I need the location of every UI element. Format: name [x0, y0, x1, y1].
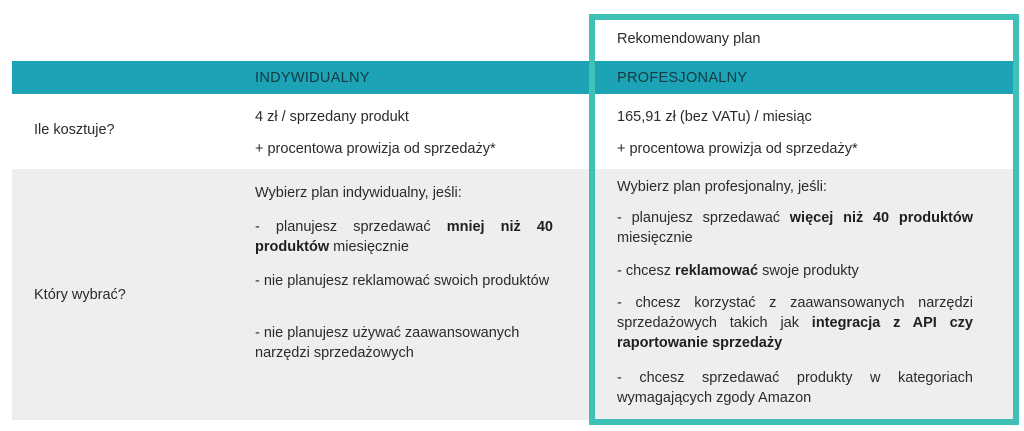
professional-criterion-1-pre: - planujesz sprzedawać — [617, 210, 790, 226]
recommended-plan-label: Rekomendowany plan — [617, 31, 761, 47]
individual-criterion-3: - nie planujesz używać zaawansowanych narzędzi sprzedażowych — [255, 325, 520, 361]
individual-criterion-1-post: miesięcznie — [329, 239, 409, 255]
professional-criterion-2-post: swoje produkty — [758, 263, 859, 279]
professional-criterion-3-bold: integracja z API czy raportowanie sprzedaży — [617, 315, 973, 351]
professional-criterion-2-pre: - chcesz — [617, 263, 676, 279]
professional-price: 165,91 zł (bez VATu) / miesiąc — [617, 109, 812, 125]
professional-intro: Wybierz plan profesjonalny, jeśli: — [617, 179, 827, 195]
column-header-professional: PROFESJONALNY — [617, 70, 748, 86]
individual-criterion-2: - nie planujesz reklamować swoich produktów — [255, 273, 550, 289]
professional-criterion-1-bold: więcej niż 40 produktów — [789, 210, 973, 226]
professional-criterion-3 — [617, 293, 973, 353]
professional-criterion-3-pre: - chcesz korzystać z zaawansowanych narzędzi sprzedażowych takich jak — [617, 295, 973, 331]
individual-intro: Wybierz plan indywidualny, jeśli: — [255, 185, 462, 201]
individual-criterion-1-pre: - planujesz sprzedawać — [255, 219, 447, 235]
professional-criterion-1-post: miesięcznie — [617, 230, 693, 246]
individual-criterion-1 — [255, 217, 553, 257]
individual-commission: + procentowa prowizja od sprzedaży* — [255, 141, 496, 157]
individual-criterion-1-bold: mniej niż 40 produktów — [255, 219, 553, 255]
professional-criterion-2-bold: reklamować — [675, 263, 759, 279]
row-label-cost: Ile kosztuje? — [34, 122, 115, 138]
row-label-which: Który wybrać? — [34, 287, 126, 303]
professional-criterion-2 — [617, 261, 973, 281]
professional-criterion-1 — [617, 208, 973, 248]
column-header-individual: INDYWIDUALNY — [255, 70, 370, 86]
individual-price: 4 zł / sprzedany produkt — [255, 109, 409, 125]
professional-criterion-4: - chcesz sprzedawać produkty w kategoriach wymagających zgody Amazon — [617, 370, 973, 406]
professional-commission: + procentowa prowizja od sprzedaży* — [617, 141, 858, 157]
